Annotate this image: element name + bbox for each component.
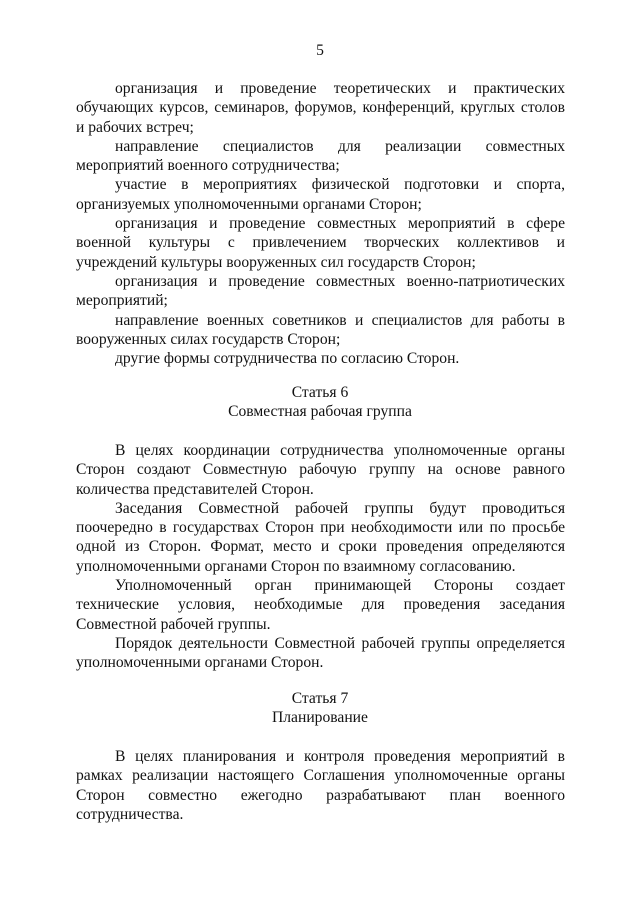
article-title: Совместная рабочая группа xyxy=(228,403,412,421)
list-item: другие формы сотрудничества по согласию Сторон. xyxy=(115,350,460,368)
paragraph: Уполномоченный орган принимающей Стороны создает технические условия, необходимые для проведения заседания Совместной рабочей группы. xyxy=(76,577,565,633)
cooperation-forms-list xyxy=(76,79,565,368)
paragraph: В целях планирования и контроля проведения мероприятий в рамках реализации настоящего Соглашения уполномоченные органы Сторон совместно ежегодно разрабатывают план военного сотрудничества. xyxy=(76,748,565,823)
article-7-heading xyxy=(0,689,640,728)
list-item: организация и проведение совместных мероприятий в сфере военной культуры с привлечением творческих коллективов и учреждений культуры вооруженных сил государств Сторон; xyxy=(76,215,565,271)
paragraph: Заседания Совместной рабочей группы будут проводиться поочередно в государствах Сторон при необходимости или по просьбе одной из Сторон. Формат, место и сроки проведения определяются уполномоченными органами Сторон по взаимному согласованию. xyxy=(76,499,565,575)
list-item: организация и проведение совместных военно-патриотических мероприятий; xyxy=(76,272,565,310)
article-number: Статья 7 xyxy=(291,690,349,707)
article-number: Статья 6 xyxy=(291,384,349,401)
list-item: участие в мероприятиях физической подготовки и спорта, организуемых уполномоченными органами Сторон; xyxy=(76,176,565,213)
article-6-heading xyxy=(0,383,640,422)
article-7-body xyxy=(76,747,565,824)
list-item: направление специалистов для реализации совместных мероприятий военного сотрудничества; xyxy=(76,137,565,175)
list-item: направление военных советников и специалистов для работы в вооруженных силах государств Сторон; xyxy=(76,311,565,348)
paragraph: Порядок деятельности Совместной рабочей группы определяется уполномоченными органами Сторон. xyxy=(76,634,565,672)
list-item: организация и проведение теоретических и практических обучающих курсов, семинаров, форумов, конференций, круглых столов и рабочих встреч; xyxy=(76,80,565,136)
article-6-body xyxy=(76,441,565,673)
paragraph: В целях координации сотрудничества уполномоченные органы Сторон создают Совместную рабочую группу на основе равного количества представителей Сторон. xyxy=(76,442,565,498)
page-number: 5 xyxy=(316,42,324,59)
article-title: Планирование xyxy=(272,709,368,727)
